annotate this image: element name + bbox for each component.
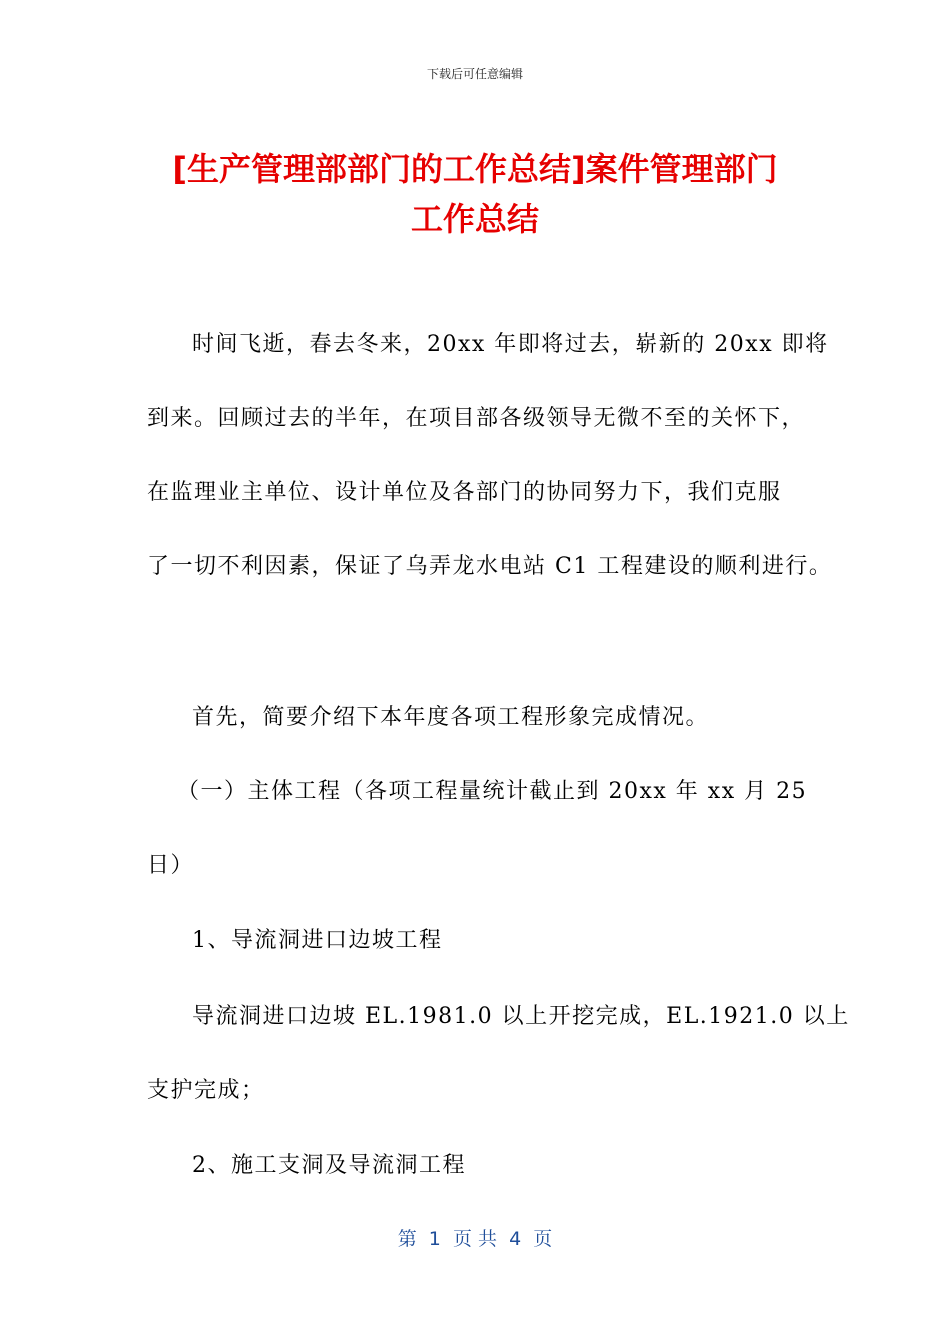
body-line-7: 日） xyxy=(147,853,195,878)
body-line-6: （一）主体工程（各项工程量统计截止到 20xx 年 xx 月 25 xyxy=(177,779,808,804)
body-line-3: 在监理业主单位、设计单位及各部门的协同努力下，我们克服 xyxy=(147,480,782,505)
body-line-9: 导流洞进口边坡 EL.1981.0 以上开挖完成，EL.1921.0 以上 xyxy=(192,1004,850,1029)
page-footer: 第 1 页 共 4 页 xyxy=(397,1228,553,1250)
body-line-11: 2、施工支洞及导流洞工程 xyxy=(192,1153,466,1178)
title-line-1: [生产管理部部门的工作总结]案件管理部门 xyxy=(172,150,778,188)
body-line-1: 时间飞逝，春去冬来，20xx 年即将过去，崭新的 20xx 即将 xyxy=(192,332,829,357)
body-line-4: 了一切不利因素，保证了乌弄龙水电站 C1 工程建设的顺利进行。 xyxy=(147,554,833,579)
body-line-8: 1、导流洞进口边坡工程 xyxy=(192,928,443,953)
body-line-2: 到来。回顾过去的半年，在项目部各级领导无微不至的关怀下， xyxy=(147,406,806,431)
body-line-5: 首先，简要介绍下本年度各项工程形象完成情况。 xyxy=(192,705,710,730)
body-line-10: 支护完成； xyxy=(147,1078,265,1103)
header-note: 下载后可任意编辑 xyxy=(426,67,523,81)
document-title xyxy=(150,144,800,244)
title-line-2: 工作总结 xyxy=(410,200,539,238)
